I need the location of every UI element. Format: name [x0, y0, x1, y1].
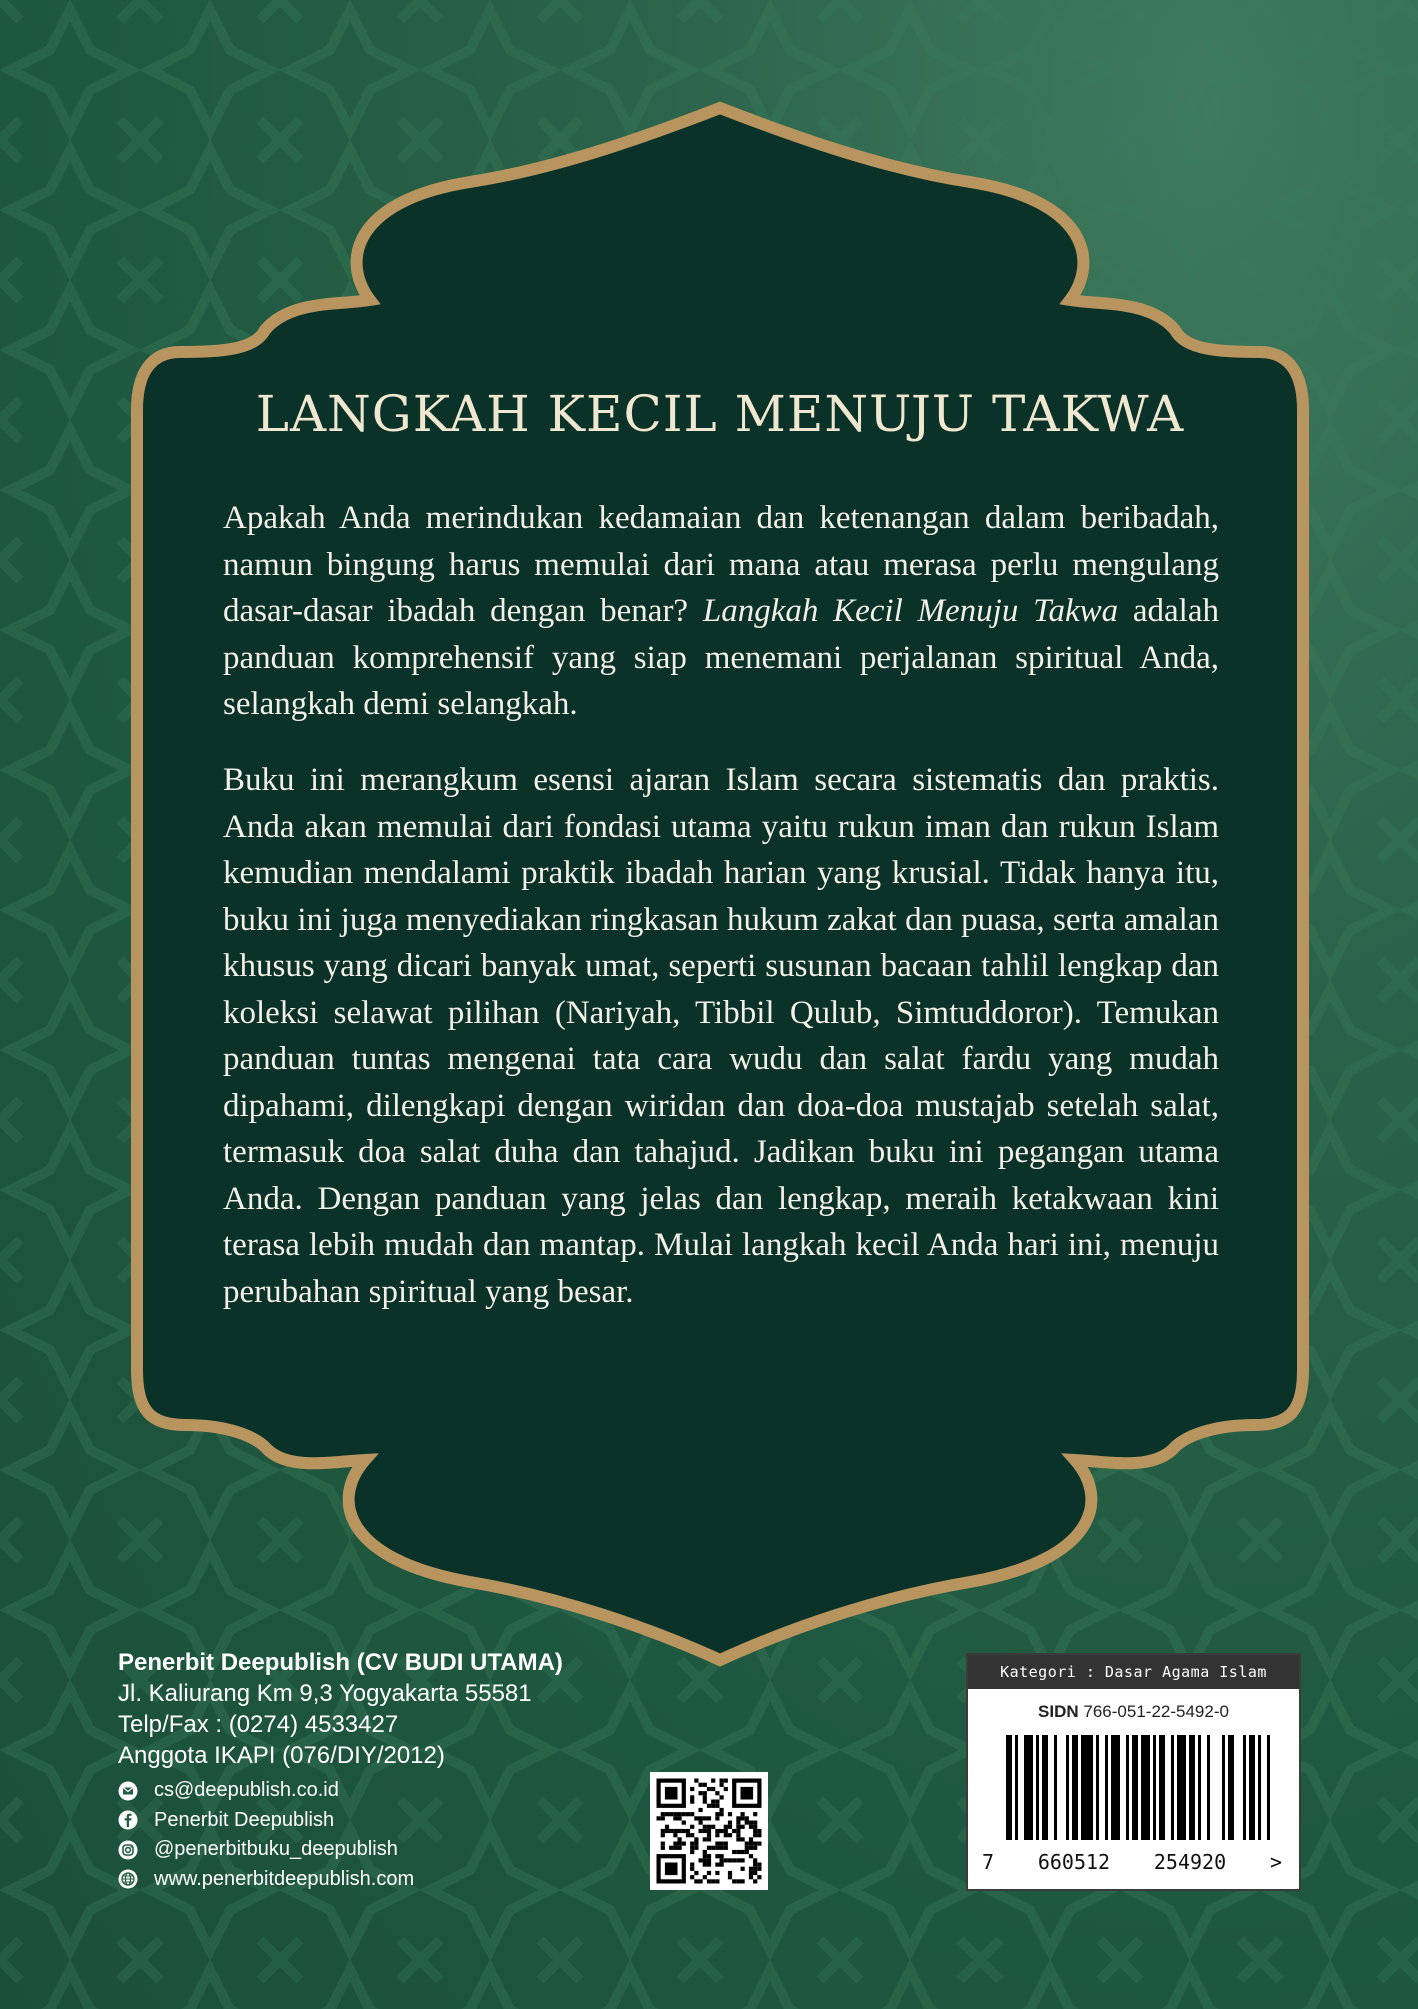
barcode-digits-right: 254920 — [1153, 1850, 1227, 1874]
publisher-membership: Anggota IKAPI (076/DIY/2012) — [118, 1742, 445, 1769]
synopsis-paragraph-1-start: Apakah Anda merindukan kedamaian dan ketenangan dalam beribadah, namun bingung harus memulai dari mana atau merasa perlu mengulang dasar-dasar ibadah dengan benar? — [223, 500, 1219, 629]
publisher-name: Penerbit Deepublish (CV BUDI UTAMA) — [118, 1649, 563, 1676]
sidn-line — [968, 1702, 1299, 1722]
contact-facebook-text: Penerbit Deepublish — [154, 1808, 335, 1831]
barcode-digit-prefix: 7 — [982, 1850, 995, 1874]
contact-website[interactable] — [118, 1865, 414, 1895]
contact-instagram[interactable] — [118, 1835, 414, 1865]
barcode-digits-left: 660512 — [1037, 1850, 1111, 1874]
publisher-address: Jl. Kaliurang Km 9,3 Yogyakarta 55581 — [118, 1680, 532, 1707]
synopsis-paragraph-1-end: adalah panduan komprehensif yang siap menemani perjalanan spiritual Anda, selangkah demi selangkah. — [223, 593, 1219, 722]
globe-icon — [118, 1869, 138, 1889]
publisher-info — [118, 1647, 563, 1771]
qr-code[interactable] — [650, 1772, 768, 1890]
publisher-contacts — [118, 1776, 414, 1894]
contact-email[interactable] — [118, 1776, 414, 1806]
instagram-icon — [118, 1840, 138, 1860]
barcode-digit-suffix: > — [1269, 1850, 1282, 1874]
synopsis-paragraph-1 — [223, 495, 1219, 728]
synopsis-book-title-italic: Langkah Kecil Menuju Takwa — [702, 593, 1119, 629]
contact-website-text: www.penerbitdeepublish.com — [154, 1867, 415, 1890]
sidn-number: 766-051-22-5492-0 — [1083, 1702, 1229, 1721]
barcode-label — [966, 1653, 1301, 1891]
synopsis-paragraph-2: Buku ini merangkum esensi ajaran Islam secara sistematis dan praktis. Anda akan memulai dari fondasi utama yaitu rukun iman dan rukun Islam kemudian mendalami praktik ibadah harian yang krusial. Tidak hanya itu, buku ini juga menyediakan ringkasan hukum zakat dan puasa, serta amalan khusus yang dicari banyak umat, seperti susunan bacaan tahlil lengkap dan koleksi selawat pilihan (Nariyah, Tibbil Qulub, Simtuddoror). Temukan panduan tuntas mengenai tata cara wudu dan salat fardu yang mudah dipahami, dilengkapi dengan wiridan dan doa-doa mustajab setelah salat, termasuk doa salat duha dan tahajud. Jadikan buku ini pegangan utama Anda. Dengan panduan yang jelas dan lengkap, meraih ketakwaan kini terasa lebih mudah dan mantap. Mulai langkah kecil Anda hari ini, menuju perubahan spiritual yang besar. — [223, 762, 1219, 1310]
sidn-label: SIDN — [1038, 1702, 1079, 1721]
contact-email-text: cs@deepublish.co.id — [154, 1779, 339, 1802]
publisher-phone: Telp/Fax : (0274) 4533427 — [118, 1711, 399, 1738]
category-label: Kategori : Dasar Agama Islam — [968, 1655, 1299, 1689]
book-title: LANGKAH KECIL MENUJU TAKWA — [255, 385, 1185, 443]
facebook-icon — [118, 1810, 138, 1830]
barcode-bars — [968, 1735, 1299, 1855]
barcode-digits — [982, 1850, 1282, 1874]
email-icon — [118, 1781, 138, 1801]
contact-instagram-text: @penerbitbuku_deepublish — [154, 1838, 398, 1861]
contact-facebook[interactable] — [118, 1806, 414, 1836]
